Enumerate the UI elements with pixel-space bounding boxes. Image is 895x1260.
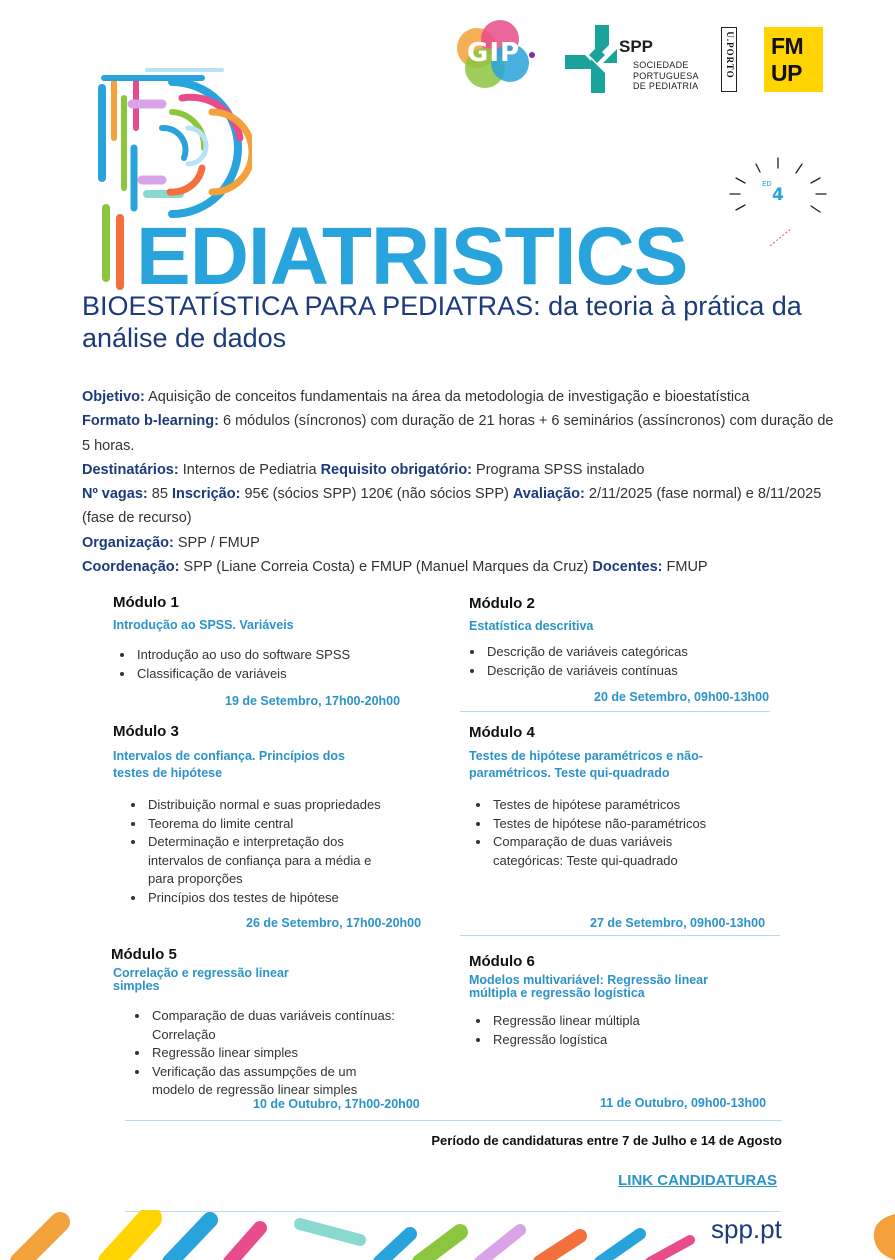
module-1-date: 19 de Setembro, 17h00-20h00 <box>225 694 401 708</box>
info-coordenacao: Coordenação: SPP (Liane Correia Costa) e FMUP (Manuel Marques da Cruz) Docentes: FMUP <box>82 559 708 576</box>
footer-site: spp.pt <box>711 1214 782 1244</box>
footer-decoration <box>0 1210 720 1260</box>
module-subtitle: Intervalos de confiança. Princípios dos testes de hipótese <box>113 749 346 780</box>
spp-full-name: SOCIEDADE PORTUGUESA DE PEDIATRIA <box>633 60 699 91</box>
module-topics <box>113 646 443 683</box>
divider <box>460 711 770 712</box>
module-6 <box>469 953 769 1049</box>
list-item: • Descrição de variáveis contínuas <box>485 662 799 681</box>
list-item: • Princípios dos testes de hipótese <box>146 889 413 908</box>
info-destinatarios: Destinatários: Internos de Pediatria Requisito obrigatório: Programa SPSS instalado <box>82 461 645 478</box>
list-item: • Regressão linear simples <box>150 1044 431 1063</box>
application-period: Período de candidaturas entre 7 de Julho e 14 de Agosto <box>431 1133 782 1148</box>
list-item: • Regressão logística <box>491 1031 769 1050</box>
module-topics <box>113 796 413 907</box>
gip-wordmark: GIP <box>467 38 521 68</box>
info-organizacao: Organização: SPP / FMUP <box>82 534 260 551</box>
gip-logo <box>457 20 535 90</box>
applications-link[interactable]: LINK CANDIDATURAS <box>618 1172 777 1189</box>
module-subtitle: Testes de hipótese paramétricos e não-paramétricos. Teste qui-quadrado <box>469 749 703 780</box>
module-subtitle: Correlação e regressão linear simples <box>113 966 289 993</box>
fmup-line2: UP <box>771 60 802 86</box>
module-subtitle: Modelos multivariável: Regressão linear múltipla e regressão logística <box>469 973 708 1000</box>
module-title: Módulo 2 <box>469 595 535 612</box>
list-item: • Comparação de duas variáveis contínuas: Correlação <box>150 1007 422 1044</box>
module-3-date: 26 de Setembro, 17h00-20h00 <box>246 916 422 930</box>
info-formato: Formato b-learning: 6 módulos (síncronos) com duração de 21 horas + 6 seminários (assíncronos) com duração de 5 horas. <box>82 413 834 454</box>
program-title-text: EDIATRISTICS <box>136 211 688 302</box>
module-title: Módulo 1 <box>113 594 179 611</box>
course-subtitle: BIOESTATÍSTICA PARA PEDIATRAS: da teoria à prática da análise de dados <box>82 291 802 353</box>
module-3 <box>113 723 413 907</box>
list-item: • Testes de hipótese paramétricos <box>491 796 759 815</box>
course-info <box>82 385 842 579</box>
divider <box>125 1120 782 1121</box>
program-title <box>90 210 770 300</box>
module-4-date: 27 de Setembro, 09h00-13h00 <box>590 916 766 930</box>
module-5 <box>111 946 431 1100</box>
spp-logo <box>565 25 705 95</box>
module-title: Módulo 4 <box>469 724 535 741</box>
module-topics <box>469 1012 769 1049</box>
info-objetivo: Objetivo: Aquisição de conceitos fundamentais na área da metodologia de investigação e bioestatística <box>82 389 750 405</box>
list-item: • Descrição de variáveis categóricas <box>485 643 799 662</box>
module-5-date: 10 de Outubro, 17h00-20h00 <box>253 1097 420 1111</box>
module-topics <box>469 643 799 680</box>
edition-badge <box>726 156 830 246</box>
module-subtitle: Introdução ao SPSS. Variáveis <box>113 618 294 632</box>
module-2 <box>469 595 799 680</box>
uporto-wordmark: U.PORTO <box>725 31 735 79</box>
list-item: • Regressão linear múltipla <box>491 1012 769 1031</box>
fmup-logo <box>764 27 823 92</box>
list-item: • Verificação das assumpções de um modelo de regressão linear simples <box>150 1063 392 1100</box>
edition-number: 4 <box>772 185 784 205</box>
fmup-line1: FM <box>771 33 804 59</box>
module-subtitle: Estatística descritiva <box>469 619 594 633</box>
list-item: • Teorema do limite central <box>146 815 413 834</box>
module-6-date: 11 de Outubro, 09h00-13h00 <box>600 1096 767 1110</box>
divider <box>460 935 780 936</box>
list-item: • Comparação de duas variáveis categóricas: Teste qui-quadrado <box>491 833 708 870</box>
module-title: Módulo 5 <box>111 946 177 963</box>
spp-short-name: SPP <box>619 37 654 56</box>
list-item: • Distribuição normal e suas propriedades <box>146 796 413 815</box>
list-item: • Classificação de variáveis <box>135 665 443 684</box>
module-topics <box>469 796 759 870</box>
list-item: • Introdução ao uso do software SPSS <box>135 646 443 665</box>
module-1 <box>113 594 443 683</box>
module-4 <box>469 724 759 870</box>
info-vagas: Nº vagas: 85 Inscrição: 95€ (sócios SPP) 120€ (não sócios SPP) Avaliação: 2/11/2025 (fase normal) e 8/11/2025 (fase de recurso) <box>82 486 822 527</box>
edition-label: ED <box>762 180 772 188</box>
gip-dot <box>529 52 535 58</box>
module-2-date: 20 de Setembro, 09h00-13h00 <box>594 690 770 704</box>
module-title: Módulo 6 <box>469 953 535 970</box>
module-topics <box>111 1007 431 1100</box>
footer-orange-shape <box>862 1214 895 1260</box>
spp-mark-icon <box>565 25 635 93</box>
list-item: • Testes de hipótese não-paramétricos <box>491 815 759 834</box>
list-item: • Determinação e interpretação dos intervalos de confiança para a média e para proporções <box>146 833 393 889</box>
uporto-logo <box>721 27 737 92</box>
module-title: Módulo 3 <box>113 723 179 740</box>
